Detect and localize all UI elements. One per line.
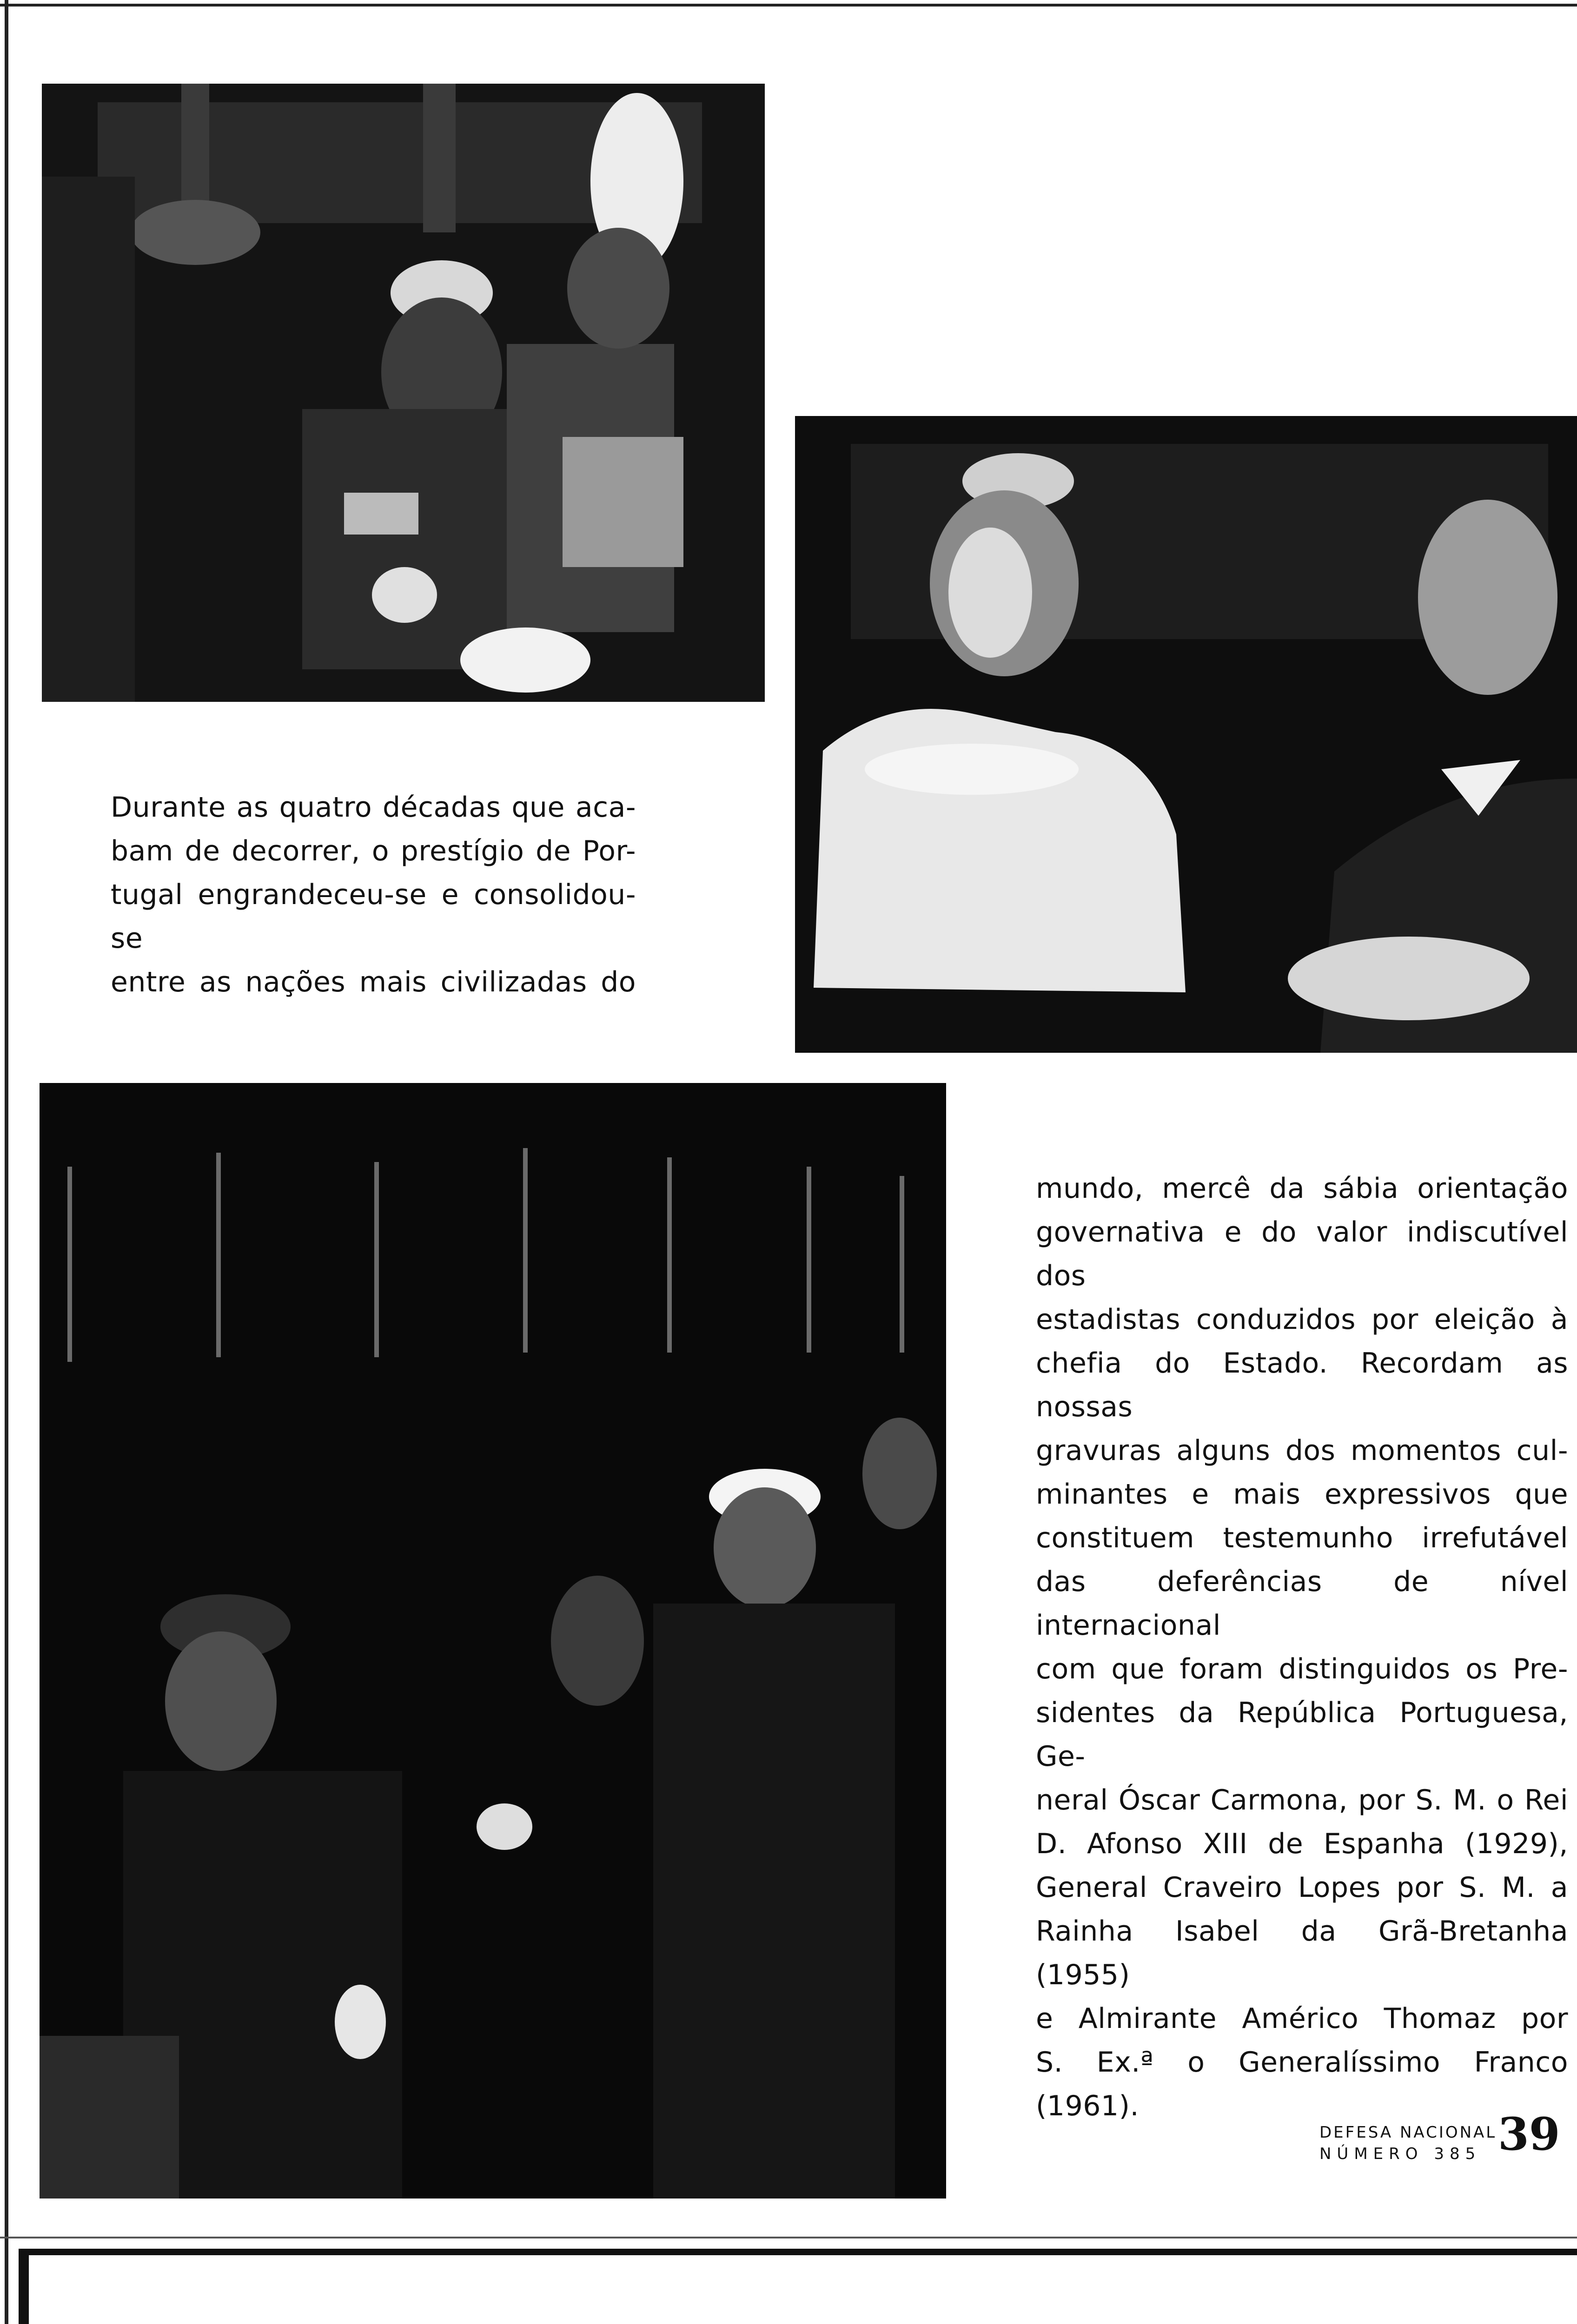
main-line: S. Ex.ª o Generalíssimo Franco (1961). [1036, 2046, 1568, 2122]
main-line: General Craveiro Lopes por S. M. a [1036, 1871, 1568, 1904]
main-line: constituem testemunho irrefutável [1036, 1522, 1568, 1554]
main-line: minantes e mais expressivos que [1036, 1478, 1568, 1511]
main-line: e Almirante Américo Thomaz por [1036, 2002, 1568, 2035]
intro-line: bam de decorrer, o prestígio de Por- [111, 835, 636, 867]
intro-line: tugal engrandeceu-se e consolidou-se [111, 878, 636, 955]
main-line: sidentes da República Portuguesa, Ge- [1036, 1697, 1568, 1773]
photo-carmona-afonso-xiii [42, 84, 765, 702]
main-line: mundo, mercê da sábia orientação [1036, 1172, 1568, 1205]
intro-line: Durante as quatro décadas que aca- [111, 791, 636, 824]
page-number: 39 [1498, 2108, 1560, 2160]
main-line: chefia do Estado. Recordam as nossas [1036, 1347, 1568, 1423]
main-line: Rainha Isabel da Grã-Bretanha (1955) [1036, 1915, 1568, 1991]
next-page-left-edge [19, 2249, 29, 2324]
intro-line: entre as nações mais civilizadas do [111, 966, 636, 998]
main-line: estadistas conduzidos por eleição à [1036, 1303, 1568, 1336]
page-left-border [5, 0, 8, 2324]
main-line: neral Óscar Carmona, por S. M. o Rei [1036, 1784, 1568, 1816]
page-top-border [0, 4, 1577, 7]
issue-number: NÚMERO 385 [1319, 2145, 1481, 2163]
main-line: governativa e do valor indiscutível dos [1036, 1216, 1568, 1292]
bottom-separator [0, 2237, 1577, 2238]
next-page-edge [19, 2249, 1577, 2255]
publication-name: DEFESA NACIONAL [1319, 2123, 1497, 2142]
main-line: com que foram distinguidos os Pre- [1036, 1653, 1568, 1685]
intro-paragraph [111, 786, 636, 1004]
main-line: D. Afonso XIII de Espanha (1929), [1036, 1828, 1568, 1860]
main-paragraph [1036, 1167, 1568, 2128]
main-line: gravuras alguns dos momentos cul- [1036, 1434, 1568, 1467]
photo-craveiro-lopes-queen [795, 416, 1577, 1053]
main-line: das deferências de nível internacional [1036, 1565, 1568, 1642]
photo-thomaz-franco [40, 1083, 946, 2199]
